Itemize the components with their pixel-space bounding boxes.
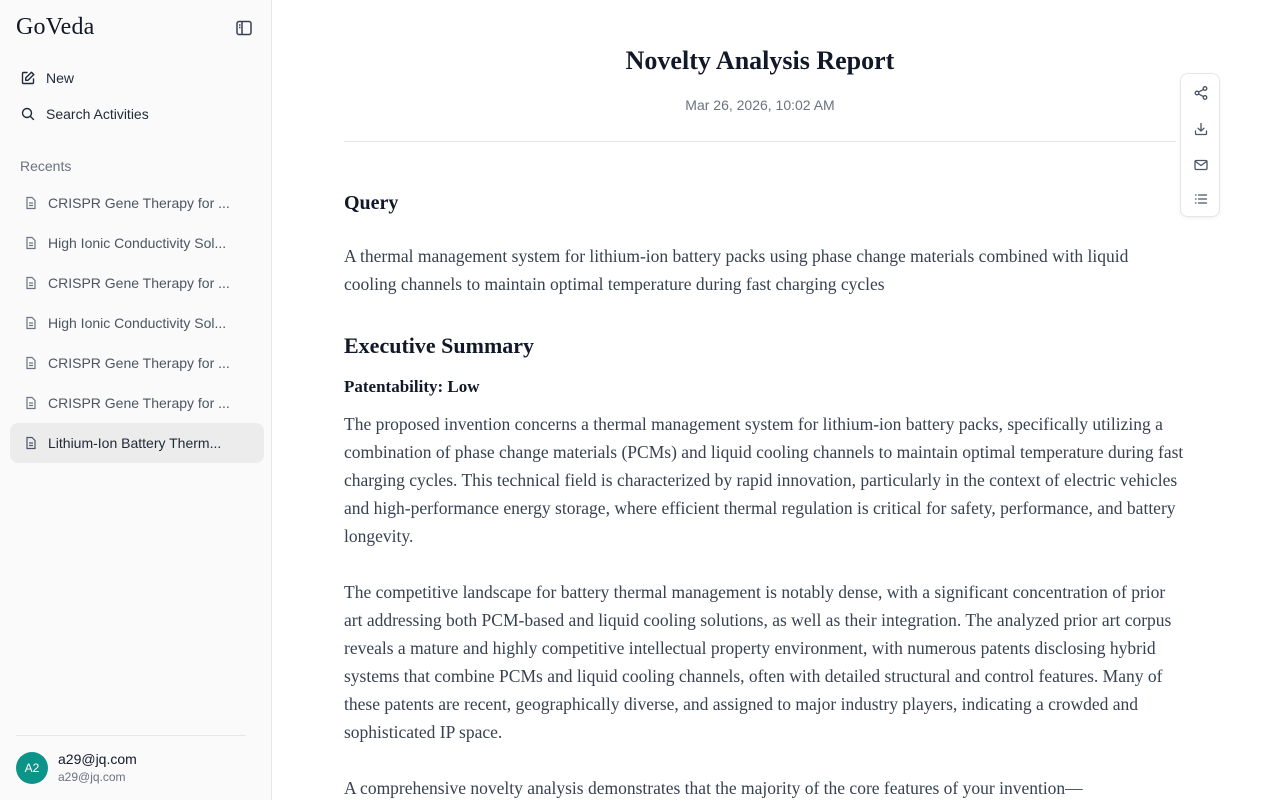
summary-paragraph: A comprehensive novelty analysis demonstrates that the majority of the core features of your invention— xyxy=(344,778,1083,798)
divider xyxy=(344,141,1176,142)
recent-item-label: CRISPR Gene Therapy for ... xyxy=(48,395,230,411)
list-icon[interactable] xyxy=(1192,190,1210,208)
recent-item[interactable] xyxy=(10,263,264,303)
document-icon xyxy=(24,316,38,330)
sidebar-toggle-icon[interactable] xyxy=(234,18,254,38)
download-icon[interactable] xyxy=(1192,120,1210,138)
avatar[interactable]: A2 xyxy=(16,752,48,784)
document-icon xyxy=(24,396,38,410)
summary-paragraph: The proposed invention concerns a thermal management system for lithium-ion battery packs, specifically utilizing a combination of phase change materials (PCMs) and liquid cooling channels to maintain optimal temperature during fast charging cycles. This technical field is characterized by rapid innovation, particularly in the context of electric vehicles and high-performance energy storage, where efficient thermal regulation is critical for safety, performance, and battery longevity. xyxy=(344,414,1184,546)
page-title: Novelty Analysis Report xyxy=(625,46,895,75)
recent-item[interactable] xyxy=(10,383,264,423)
edit-icon xyxy=(20,70,36,86)
query-heading: Query xyxy=(344,192,399,214)
recent-item[interactable] xyxy=(10,343,264,383)
recent-item-label: Lithium-Ion Battery Therm... xyxy=(48,435,222,451)
recent-item-label: CRISPR Gene Therapy for ... xyxy=(48,355,230,371)
search-icon xyxy=(20,106,36,122)
recent-item[interactable] xyxy=(10,223,264,263)
document-icon xyxy=(24,436,38,450)
document-icon xyxy=(24,276,38,290)
share-icon[interactable] xyxy=(1192,84,1210,102)
document-icon xyxy=(24,196,38,210)
document-icon xyxy=(24,236,38,250)
report-view xyxy=(272,0,1280,800)
query-text: A thermal management system for lithium-ion battery packs using phase change materials combined with liquid cooling channels to maintain optimal temperature during fast charging cycles xyxy=(344,246,1129,294)
recents-heading: Recents xyxy=(20,158,72,174)
search-activities-label: Search Activities xyxy=(46,106,149,122)
recent-item-label: High Ionic Conductivity Sol... xyxy=(48,235,227,251)
divider xyxy=(16,735,246,736)
user-email: a29@jq.com xyxy=(58,770,126,784)
recent-item[interactable] xyxy=(10,183,264,223)
search-activities-button[interactable] xyxy=(10,98,262,130)
document-icon xyxy=(24,356,38,370)
report-toolbar xyxy=(1180,73,1220,217)
recent-item-active[interactable] xyxy=(10,423,264,463)
new-label: New xyxy=(46,70,75,86)
new-button[interactable] xyxy=(10,62,262,94)
sidebar xyxy=(0,0,272,800)
summary-paragraph: The competitive landscape for battery thermal management is notably dense, with a significant concentration of prior art addressing both PCM-based and liquid cooling solutions, as well as their integration. The analyzed prior art corpus reveals a mature and highly competitive intellectual property environment, with numerous patents disclosing hybrid systems that combine PCMs and liquid cooling channels, often with detailed structural and control features. Many of these patents are recent, geographically diverse, and assigned to major industry players, indicating a crowded and sophisticated IP space. xyxy=(344,582,1172,742)
mail-icon[interactable] xyxy=(1192,156,1210,174)
recent-item-label: High Ionic Conductivity Sol... xyxy=(48,315,227,331)
patentability-label: Patentability: Low xyxy=(344,377,480,396)
executive-summary-heading: Executive Summary xyxy=(344,333,535,358)
recent-item-label: CRISPR Gene Therapy for ... xyxy=(48,275,230,291)
recent-item[interactable] xyxy=(10,303,264,343)
app-logo[interactable]: GoVeda xyxy=(16,14,95,40)
report-date: Mar 26, 2026, 10:02 AM xyxy=(685,97,835,113)
user-name[interactable]: a29@jq.com xyxy=(58,751,137,767)
recent-item-label: CRISPR Gene Therapy for ... xyxy=(48,195,230,211)
